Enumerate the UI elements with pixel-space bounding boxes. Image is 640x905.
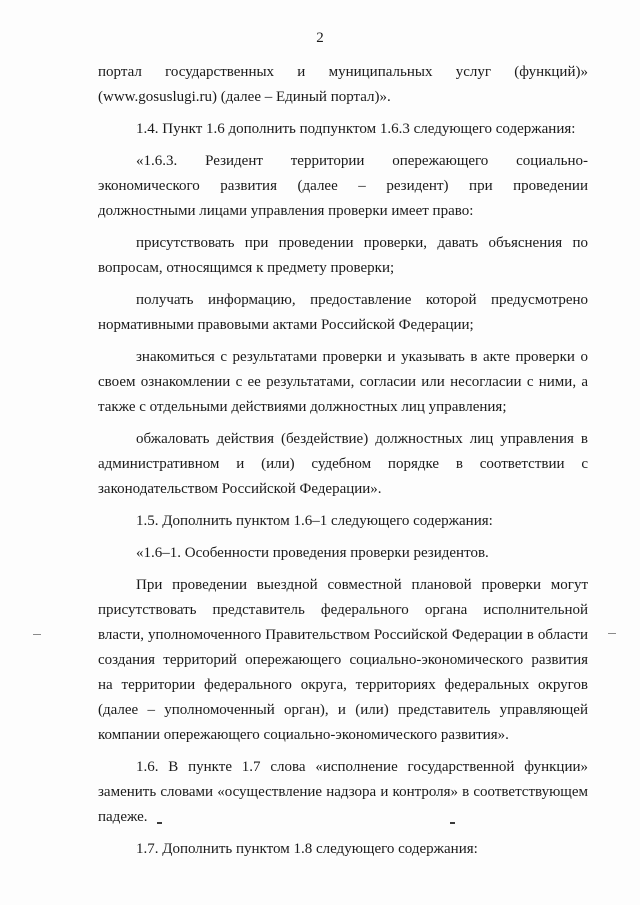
page-number: 2 xyxy=(316,30,324,46)
left-margin-scan-mark xyxy=(33,634,41,635)
right-margin-scan-mark xyxy=(608,633,616,634)
paragraph-item-1-6: 1.6. В пункте 1.7 слова «исполнение государственной функции» заменить словами «осуществление надзора и контроля» в соответствующем падеже. xyxy=(98,759,588,825)
paragraph-subitem-1-6-3: «1.6.3. Резидент территории опережающего социально-экономического развития (далее – резидент) при проведении должностными лицами управления проверки имеет право: xyxy=(98,153,588,219)
paragraph-right-information: получать информацию, предоставление которой предусмотрено нормативными правовыми актами Российской Федерации; xyxy=(98,292,588,333)
paragraph-item-1-5: 1.5. Дополнить пунктом 1.6–1 следующего содержания: xyxy=(136,513,493,529)
document-body xyxy=(98,60,588,869)
paragraph-portal-continuation: портал государственных и муниципальных услуг (функций)» (www.gosuslugi.ru) (далее – Единый портал)». xyxy=(98,64,588,105)
paragraph-item-1-4: 1.4. Пункт 1.6 дополнить подпунктом 1.6.3 следующего содержания: xyxy=(136,121,576,137)
paragraph-joint-inspection: При проведении выездной совместной плановой проверки могут присутствовать представитель федерального органа исполнительной власти, уполномоченного Правительством Российской Федерации в области создания территорий опережающего социально-экономического развития на территории федерального округа, территориях федеральных округов (далее – уполномоченный орган), и (или) представитель управляющей компании опережающего социально-экономического развития». xyxy=(98,577,588,743)
bottom-scan-mark-left xyxy=(157,822,162,824)
paragraph-right-appeal: обжаловать действия (бездействие) должностных лиц управления в административном и (или) судебном порядке в соответствии с законодательством Российской Федерации». xyxy=(98,431,588,497)
paragraph-item-1-7: 1.7. Дополнить пунктом 1.8 следующего содержания: xyxy=(136,841,478,857)
paragraph-right-familiarize: знакомиться с результатами проверки и указывать в акте проверки о своем ознакомлении с ее результатами, согласии или несогласии с ними, а также с отдельными действиями должностных лиц управления; xyxy=(98,349,588,415)
paragraph-right-attend: присутствовать при проведении проверки, давать объяснения по вопросам, относящимся к предмету проверки; xyxy=(98,235,588,276)
bottom-scan-mark-right xyxy=(450,822,455,824)
paragraph-item-1-6-1-title: «1.6–1. Особенности проведения проверки резидентов. xyxy=(136,545,489,561)
